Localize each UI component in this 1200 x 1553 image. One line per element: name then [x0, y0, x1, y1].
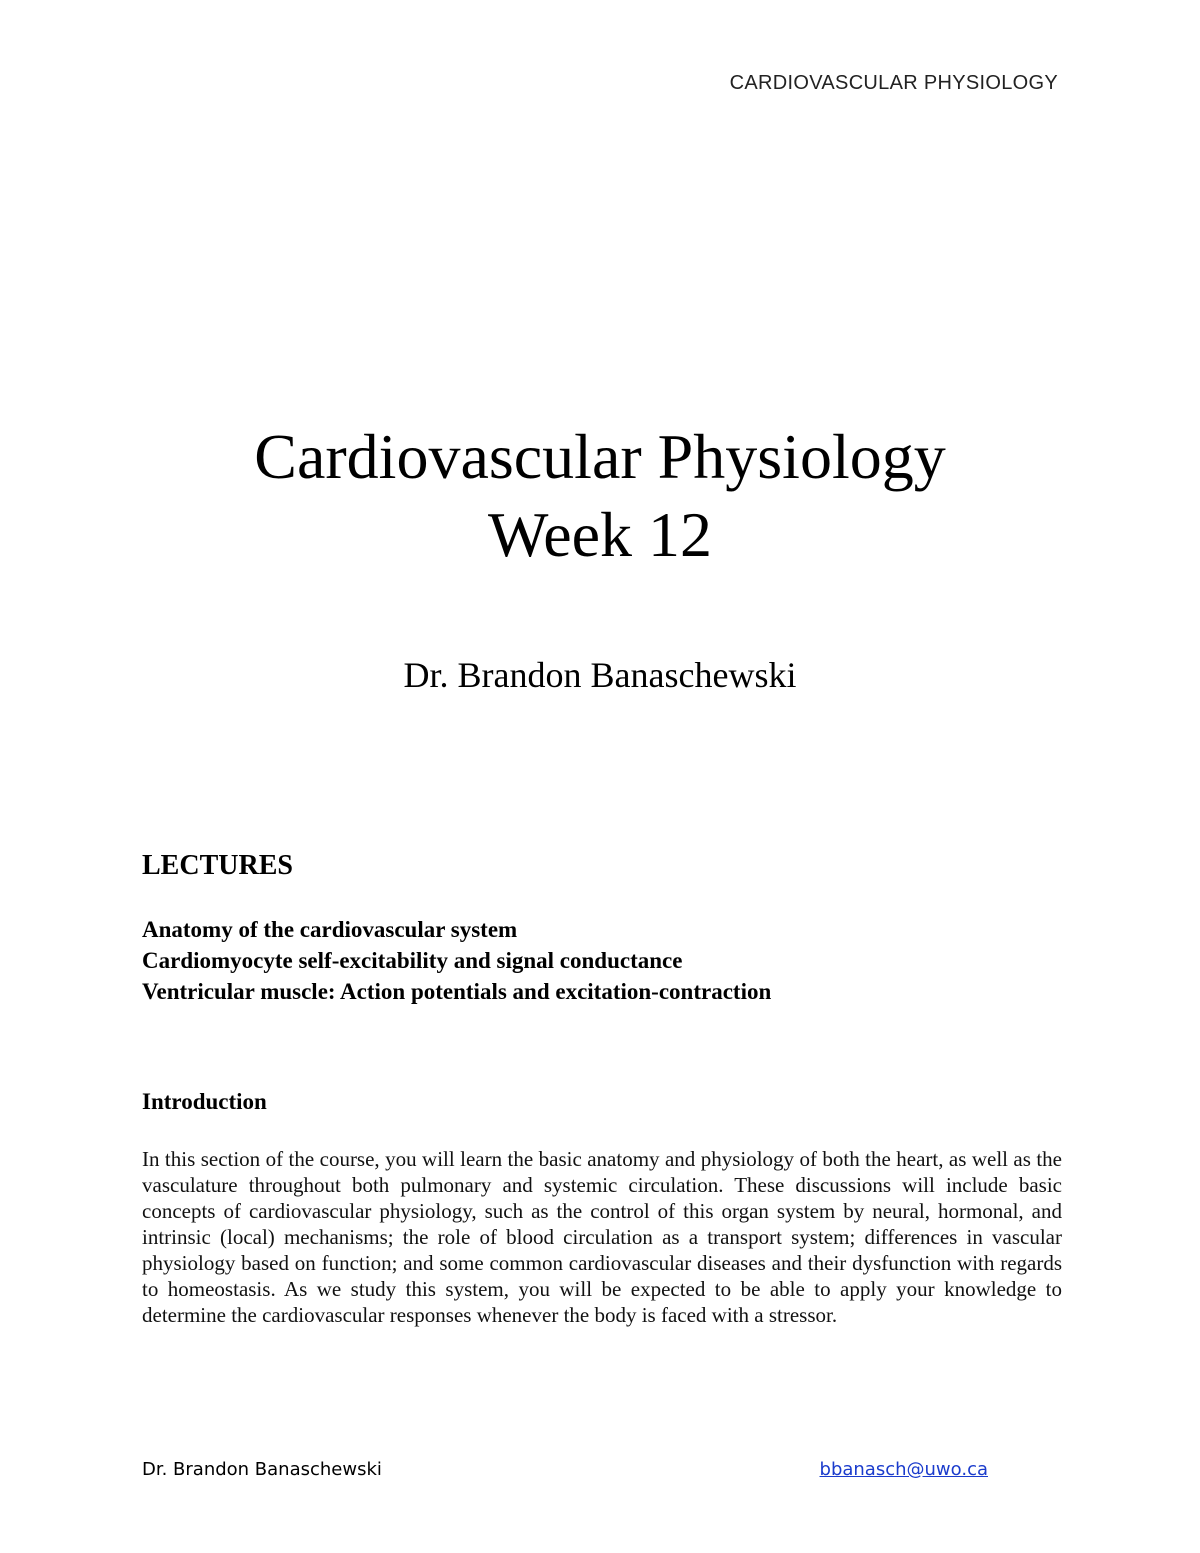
lecture-item: Anatomy of the cardiovascular system: [142, 917, 518, 942]
document-title: Cardiovascular Physiology: [254, 421, 946, 492]
author-name: Dr. Brandon Banaschewski: [403, 655, 797, 695]
introduction-paragraph: In this section of the course, you will learn the basic anatomy and physiology of both the heart, as well as the vasculature throughout both pulmonary and systemic circulation. These discussions will include basic concepts of cardiovascular physiology, such as the control of this organ system by neural, hormonal, and intrinsic (local) mechanisms; the role of blood circulation as a transport system; differences in vascular physiology based on function; and some common cardiovascular diseases and their dysfunction with regards to homeostasis. As we study this system, you will be expected to be able to apply your knowledge to determine the cardiovascular responses whenever the body is faced with a stressor.: [142, 1147, 1062, 1327]
footer-author: Dr. Brandon Banaschewski: [142, 1459, 382, 1480]
footer-email-link[interactable]: bbanasch@uwo.ca: [819, 1459, 988, 1480]
lecture-item: Ventricular muscle: Action potentials and excitation-contraction: [142, 979, 772, 1004]
lectures-heading: LECTURES: [142, 850, 293, 881]
lecture-item: Cardiomyocyte self-excitability and signal conductance: [142, 948, 683, 973]
lecture-list: [142, 914, 1062, 1007]
document-subtitle: Week 12: [487, 499, 713, 570]
running-header: CARDIOVASCULAR PHYSIOLOGY: [729, 72, 1058, 94]
title-block: [0, 418, 1200, 574]
introduction-heading: Introduction: [142, 1089, 267, 1114]
